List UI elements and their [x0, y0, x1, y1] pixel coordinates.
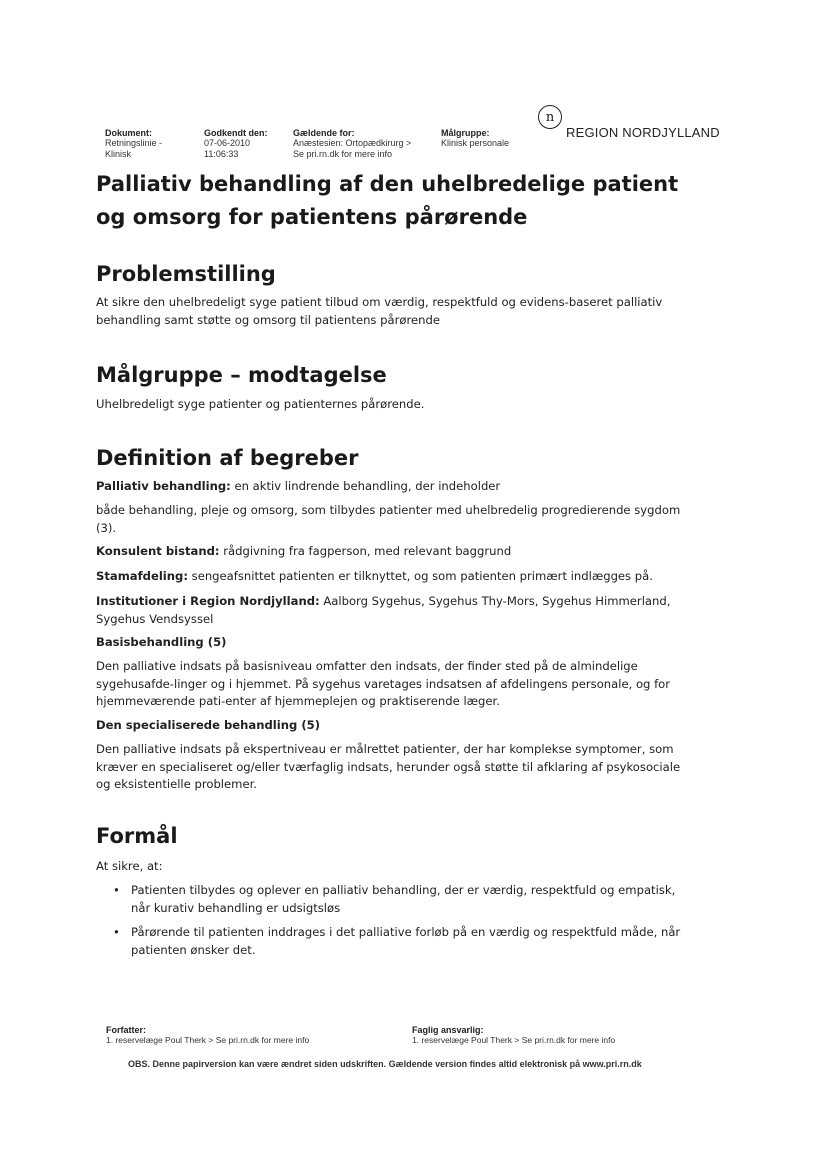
doc-meta-approved [204, 128, 268, 160]
definition-text: sengeafsnittet patienten er tilknyttet, og som patienten primært indlægges på. [187, 569, 653, 583]
footer-value: 1. reservelæge Poul Therk > Se pri.rn.dk for mere info [412, 1035, 616, 1045]
text-line: Pårørende til patienten inddrages i det palliative forløb på en værdig og respektfuld måde, når [131, 925, 681, 939]
bullet-icon: • [113, 883, 120, 897]
list-item [96, 882, 716, 917]
subheading-text: Basisbehandling (5) [96, 635, 227, 649]
doc-meta-document [105, 128, 162, 160]
subheading-text: Den specialiserede behandling (5) [96, 718, 320, 732]
definition-palliativ [96, 478, 716, 496]
region-logo-text: REGION NORDJYLLAND [566, 125, 720, 140]
text-line: sygehusafde-linger og i hjemmet. På sygehus varetages indsatsen af afdelingens personale, og for [96, 676, 671, 691]
definition-stamafdeling [96, 568, 716, 586]
footer-disclaimer: OBS. Denne papirversion kan være ændret siden udskriften. Gældende version findes altid elektronisk på www.pri.rn.dk [128, 1059, 642, 1069]
page-title [96, 168, 678, 234]
doc-meta-target-group [441, 128, 509, 149]
definition-text: Aalborg Sygehus, Sygehus Thy-Mors, Sygehus Himmerland, [319, 594, 671, 608]
text-line: Sygehus Vendsyssel [96, 611, 214, 626]
problem-text [96, 294, 716, 329]
definition-term: Konsulent bistand: [96, 544, 220, 558]
meta-value: 07-06-2010 [204, 138, 251, 148]
footer-value: 1. reservelæge Poul Therk > Se pri.rn.dk for mere info [106, 1035, 310, 1045]
meta-label: Gældende for: [293, 128, 355, 138]
text-line: hjemmeværende pati-enter af hjemmeplejen og praktiserende læger. [96, 694, 500, 708]
text-line: Den palliative indsats på basisniveau omfatter den indsats, der finder sted på de almindelige [96, 659, 638, 673]
meta-value: Klinisk personale [441, 138, 510, 148]
section-heading-definitions: Definition af begreber [96, 446, 359, 470]
section-heading-problem: Problemstilling [96, 262, 276, 286]
meta-label: Målgruppe: [441, 128, 490, 138]
text-line: kræver en specialiseret og/eller tværfaglig indsats, herunder også støtte til afklaring af psykosociale [96, 759, 681, 774]
text-line: Patienten tilbydes og oplever en palliativ behandling, der er værdig, respektfuld og empatisk, [131, 883, 676, 897]
meta-value: Anæstesien: Ortopædkirurg > [293, 138, 412, 148]
footer-label: Forfatter: [106, 1025, 146, 1035]
definition-institutions [96, 593, 716, 628]
text-line: (3). [96, 520, 117, 535]
doc-meta-valid-for [293, 128, 411, 160]
specialized-text [96, 741, 716, 794]
footer-label: Faglig ansvarlig: [412, 1025, 484, 1035]
meta-value: 11:06:33 [204, 149, 239, 159]
meta-value: Klinisk [105, 149, 132, 159]
title-line: Palliativ behandling af den uhelbredelige patient [96, 172, 679, 196]
definition-term: Institutioner i Region Nordjylland: [96, 594, 320, 608]
specialized-heading [96, 717, 716, 735]
definition-palliativ-cont [96, 502, 716, 537]
basis-heading [96, 634, 716, 652]
text-line: patienten ønsker det. [131, 942, 256, 957]
meta-label: Godkendt den: [204, 128, 268, 138]
text-line: både behandling, pleje og omsorg, som tilbydes patienter med uhelbredelig progredierende sygdom [96, 503, 681, 517]
purpose-bullet-list [96, 882, 716, 959]
footer-author [106, 1025, 309, 1045]
basis-text [96, 658, 716, 711]
definition-term: Palliativ behandling: [96, 479, 231, 493]
title-line: og omsorg for patientens pårørende [96, 205, 528, 229]
definition-text: rådgivning fra fagperson, med relevant baggrund [219, 544, 512, 558]
target-text: Uhelbredeligt syge patienter og patienternes pårørende. [96, 397, 425, 411]
section-heading-target: Målgruppe – modtagelse [96, 363, 387, 387]
meta-value: Se pri.rn.dk for mere info [293, 149, 393, 159]
text-line: behandling samt støtte og omsorg til patientens pårørende [96, 312, 440, 327]
definition-term: Stamafdeling: [96, 569, 188, 583]
logo-symbol: n [545, 109, 555, 125]
definition-text: en aktiv lindrende behandling, der indeholder [230, 479, 501, 493]
bullet-icon: • [113, 925, 120, 939]
section-heading-purpose: Formål [96, 824, 178, 848]
footer-responsible [412, 1025, 615, 1045]
text-line: når kurativ behandling er udsigtsløs [131, 900, 341, 915]
text-line: Den palliative indsats på ekspertniveau er målrettet patienter, der har komplekse symptomer, som [96, 742, 674, 756]
definition-konsulent [96, 543, 716, 561]
meta-label: Dokument: [105, 128, 152, 138]
meta-value: Retningslinie - [105, 138, 163, 148]
region-logo-icon [538, 105, 562, 129]
list-item [96, 924, 716, 959]
text-line: At sikre den uhelbredeligt syge patient tilbud om værdig, respektfuld og evidens-baseret palliativ [96, 295, 663, 309]
purpose-intro: At sikre, at: [96, 859, 163, 873]
text-line: og eksistentielle problemer. [96, 777, 257, 791]
